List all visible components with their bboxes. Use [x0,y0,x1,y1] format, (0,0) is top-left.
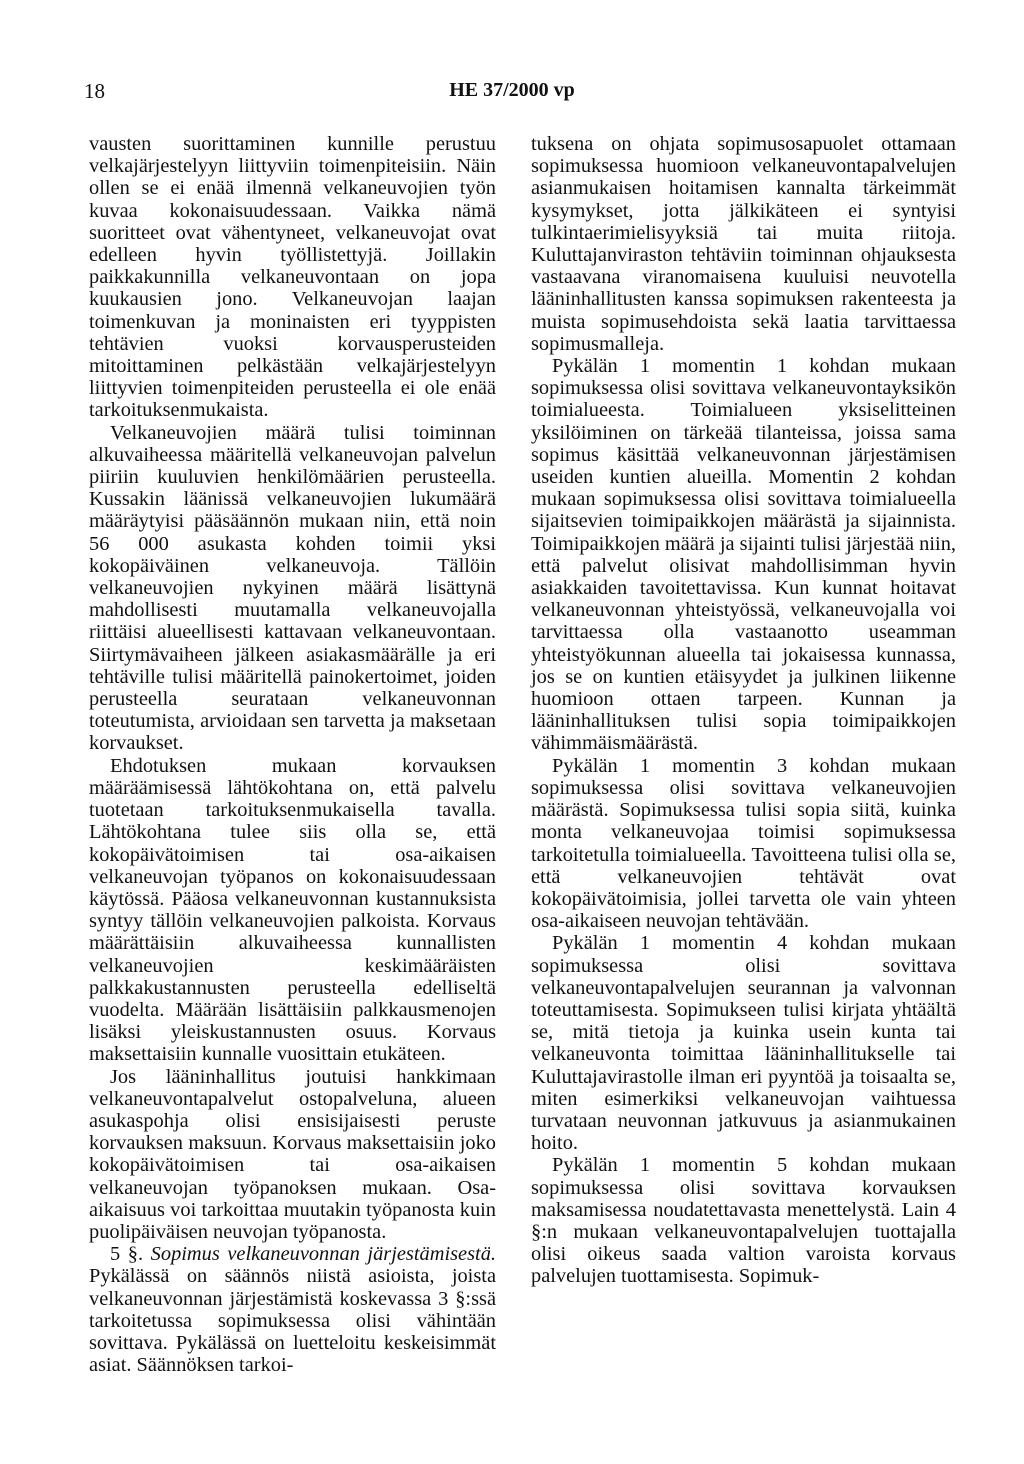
paragraph: Ehdotuksen mukaan korvauksen määräämisessä lähtökohtana on, että palvelu tuotetaan tarkoituksenmukaisella tavalla. Lähtökohtana tulee siis olla se, että kokopäivätoimisen tai osa-aikaisen velkaneuvojan työpanos on kokonaisuudessaan käytössä. Pääosa velkaneuvonnan kustannuksista syntyy tällöin velkaneuvojien palkoista. Korvaus määrättäisiin alkuvaiheessa kunnallisten velkaneuvojien keskimääräisten palkkakustannusten perusteella edelliseltä vuodelta. Määrään lisättäisiin palkkausmenojen lisäksi yleiskustannusten osuus. Korvaus maksettaisiin kunnalle vuosittain etukäteen. [89,754,496,1066]
paragraph: Jos lääninhallitus joutuisi hankkimaan velkaneuvontapalvelut ostopalveluna, alueen asukaspohja olisi ensisijaisesti peruste korvauksen maksuun. Korvaus maksettaisiin joko kokopäivätoimisen tai osa-aikaisen velkaneuvojan työpanoksen mukaan. Osa-aikaisuus voi tarkoittaa muutakin työpanosta kuin puolipäiväisen neuvojan työpanosta. [89,1065,496,1243]
section-paragraph [89,1243,496,1376]
right-column [531,133,956,1288]
paragraph: Pykälän 1 momentin 4 kohdan mukaan sopimuksessa olisi sovittava velkaneuvontapalvelujen seurannan ja valvonnan toteuttamisesta. Sopimukseen tulisi kirjata yhtäältä se, mitä tietoja ja kuinka usein kunta tai velkaneuvonta toimittaa lääninhallitukselle tai Kuluttajavirastolle ilman eri pyyntöä ja toisaalta se, miten esimerkiksi velkaneuvojan vaihtuessa turvataan neuvonnan jatkuvuus ja asianmukainen hoito. [531,932,956,1155]
section-title: Sopimus velkaneuvonnan järjestämisestä. [150,1243,496,1266]
paragraph: Pykälän 1 momentin 3 kohdan mukaan sopimuksessa olisi sovittava velkaneuvojien määrästä. Sopimuksessa tulisi sopia siitä, kuinka monta velkaneuvojaa toimisi sopimuksessa tarkoitetulla toimialueella. Tavoitteena tulisi olla se, että velkaneuvojien tehtävät ovat kokopäivätoimisia, jollei tarvetta ole vain yhteen osa-aikaiseen neuvojan tehtävään. [531,754,956,933]
paragraph: tuksena on ohjata sopimusosapuolet ottamaan sopimuksessa huomioon velkaneuvontapalvelujen asianmukaisen hoitamisen kannalta tärkeimmät kysymykset, jotta jälkikäteen ei syntyisi tulkintaerimielisyyksiä tai muita riitoja. Kuluttajanviraston tehtäviin toiminnan ohjauksesta vastaavana viranomaisena kuuluisi neuvotella lääninhallitusten kanssa sopimuksen rakenteesta ja muista sopimusehdoista sekä laatia tarvittaessa sopimusmalleja. [531,133,956,355]
paragraph: Pykälän 1 momentin 5 kohdan mukaan sopimuksessa olisi sovittava korvauksen maksamisessa noudatettavasta menettelystä. Lain 4 §:n mukaan velkaneuvontapalvelujen tuottajalla olisi oikeus saada valtion varoista korvaus palvelujen tuottamisesta. Sopimuk- [531,1154,956,1288]
left-column [89,133,496,1376]
paragraph: Velkaneuvojien määrä tulisi toiminnan alkuvaiheessa määritellä velkaneuvojan palvelun piiriin kuuluvien henkilömäärien perusteella. Kussakin läänissä velkaneuvojien lukumäärä määräytyisi pääsäännön mukaan niin, että noin 56 000 asukasta kohden toimii yksi kokopäiväinen velkaneuvoja. Tällöin velkaneuvojien nykyinen määrä lisättynä mahdollisesti muutamalla velkaneuvojalla riittäisi alueellisesti kattavaan velkaneuvontaan. Siirtymävaiheen jälkeen asiakasmäärälle ja eri tehtäville tulisi määritellä painokertoimet, joiden perusteella seurataan velkaneuvonnan toteutumista, arvioidaan sen tarvetta ja maksetaan korvaukset. [89,421,496,755]
paragraph: Pykälän 1 momentin 1 kohdan mukaan sopimuksessa olisi sovittava velkaneuvontayksikön toimialueesta. Toimialueen yksiselitteinen yksilöiminen on tärkeää tilanteissa, joissa sama sopimus käsittää velkaneuvonnan järjestämisen useiden kuntien alueilla. Momentin 2 kohdan mukaan sopimuksessa olisi sovittava toimialueella sijaitsevien toimipaikkojen määrästä ja sijainnista. Toimipaikkojen määrä ja sijainti tulisi järjestää niin, että palvelut olisivat mahdollisimman hyvin asiakkaiden tavoitettavissa. Kun kunnat hoitavat velkaneuvonnan yhteistyössä, velkaneuvojalla voi tarvittaessa olla vastaanotto useamman yhteistyökunnan alueella tai jokaisessa kunnassa, jos se on kuntien etäisyydet ja julkinen liikenne huomioon ottaen tarpeen. Kunnan ja lääninhallituksen tulisi sopia toimipaikkojen vähimmäismäärästä. [531,355,956,755]
paragraph: vausten suorittaminen kunnille perustuu velkajärjestelyyn liittyviin toimenpiteisiin. Näin ollen se ei enää ilmennä velkaneuvojien työn kuvaa kokonaisuudessaan. Vaikka nämä suoritteet ovat vähentyneet, velkaneuvojat ovat edelleen hyvin työllistettyjä. Joillakin paikkakunnilla velkaneuvontaan on jopa kuukausien jono. Velkaneuvojan laajan toimenkuvan ja moninaisten eri tyyppisten tehtävien vuoksi korvausperusteiden mitoittaminen pelkästään velkajärjestelyyn liittyvien toimenpiteiden perusteella ei ole enää tarkoituksenmukaista. [89,133,496,422]
section-text: Pykälässä on säännös niistä asioista, joista velkaneuvonnan järjestämistä koskevassa 3 §:ssä tarkoitetussa sopimuksessa olisi vähintään sovittava. Pykälässä on luetteloitu keskeisimmät asiat. Säännöksen tarkoi- [89,1265,496,1377]
section-number: 5 §. [110,1243,144,1266]
running-head: HE 37/2000 vp [449,79,575,101]
page-number: 18 [84,79,105,103]
